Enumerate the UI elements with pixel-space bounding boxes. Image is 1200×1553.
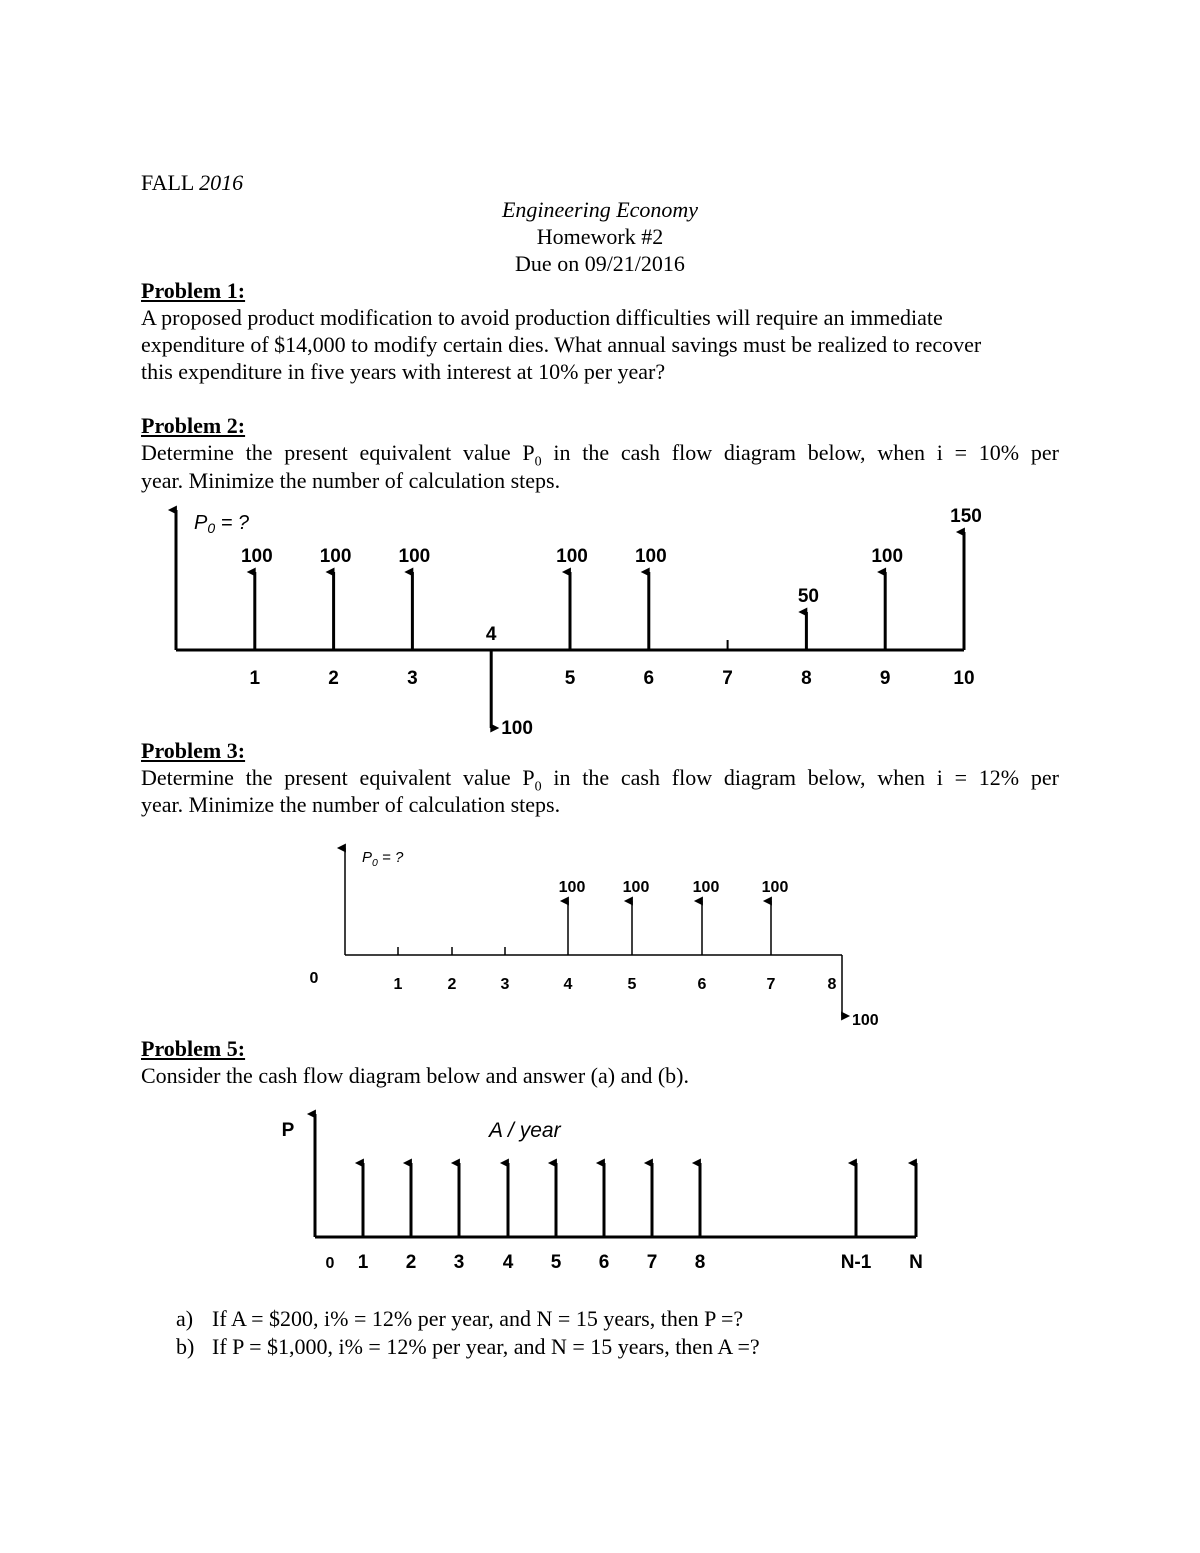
p3-period-2: 2 xyxy=(447,976,457,993)
part-a-text: If A = $200, i% = 12% per year, and N = 15 years, then P =? xyxy=(212,1306,744,1331)
p2-amount-3: 100 xyxy=(398,546,431,567)
p5-origin-label: 0 xyxy=(325,1255,335,1272)
p2-period-7: 7 xyxy=(722,668,733,689)
course-title: Engineering Economy xyxy=(501,197,699,222)
p3-origin-label: 0 xyxy=(309,970,319,987)
p3-amount-5: 100 xyxy=(622,879,650,896)
p3-amount-7: 100 xyxy=(761,879,789,896)
p5-period-N-1: N-1 xyxy=(840,1252,872,1273)
p2-amount-2: 100 xyxy=(319,546,352,567)
problem3-line1-start: Determine the present equivalent value P xyxy=(141,765,535,790)
problem1-line1: A proposed product modification to avoid production difficulties will require an immediate xyxy=(141,305,943,330)
problem1-line3: this expenditure in five years with interest at 10% per year? xyxy=(141,359,666,384)
p2-amount-1: 100 xyxy=(240,546,273,567)
p2-amount-5: 100 xyxy=(556,546,588,567)
p2-p0-label: $P_0$ = ? xyxy=(194,512,250,536)
problem5-heading: Problem 5: xyxy=(141,1036,246,1061)
p5-period-N: N xyxy=(909,1252,923,1273)
p3-amount-6: 100 xyxy=(692,879,720,896)
p2-period-6: 6 xyxy=(643,668,655,689)
p3-period-4: 4 xyxy=(563,976,573,993)
p2-period-2: 2 xyxy=(328,668,339,689)
problem1-line2: expenditure of $14,000 to modify certain dies. What annual savings must be realized to recover xyxy=(141,332,982,357)
problem1-heading: Problem 1: xyxy=(141,278,246,303)
part-b-marker: b) xyxy=(176,1334,195,1359)
p3-period-6: 6 xyxy=(697,976,707,993)
p3-amount-4: 100 xyxy=(558,879,586,896)
p5-period-1: 1 xyxy=(357,1252,369,1273)
p2-period-8: 8 xyxy=(801,668,812,689)
p3-p0-label: $P_0$ = ? xyxy=(362,849,404,869)
p2-period-9: 9 xyxy=(879,668,891,689)
p3-period-5: 5 xyxy=(627,976,637,993)
p2-period-10: 10 xyxy=(953,668,975,689)
p3-period-7: 7 xyxy=(766,976,776,993)
p5-p-label: P xyxy=(281,1120,295,1141)
problem2-line2: year. Minimize the number of calculation steps. xyxy=(141,468,561,493)
due-date: Due on 09/21/2016 xyxy=(515,251,685,276)
problem3-line2: year. Minimize the number of calculation steps. xyxy=(141,792,561,817)
problem2-line1-start: Determine the present equivalent value P xyxy=(141,440,535,465)
problem3-heading: Problem 3: xyxy=(141,738,246,763)
p2-amount-8: 50 xyxy=(797,586,819,607)
problem3-line1-end: in the cash flow diagram below, when i = 12% per xyxy=(541,765,1059,790)
p5-annuity-label: A / year xyxy=(489,1119,561,1142)
p5-period-5: 5 xyxy=(550,1252,562,1273)
assignment-title: Homework #2 xyxy=(536,224,664,249)
p5-period-2: 2 xyxy=(405,1252,417,1273)
p3-amount-8: 100 xyxy=(852,1012,879,1029)
p2-period-4: 4 xyxy=(485,624,497,645)
p2-amount-9: 100 xyxy=(871,546,904,567)
part-b-text: If P = $1,000, i% = 12% per year, and N = 15 years, then A =? xyxy=(212,1334,760,1359)
p5-period-7: 7 xyxy=(646,1252,658,1273)
p5-period-4: 4 xyxy=(502,1252,514,1273)
semester-year: 2016 xyxy=(199,170,244,195)
p2-period-3: 3 xyxy=(407,668,418,689)
problem5-intro: Consider the cash flow diagram below and answer (a) and (b). xyxy=(141,1063,689,1088)
p5-period-3: 3 xyxy=(453,1252,465,1273)
p3-period-3: 3 xyxy=(500,976,510,993)
p2-period-1: 1 xyxy=(249,668,261,689)
p2-amount-4: 100 xyxy=(501,718,533,739)
problem3-p0-subscript: 0 xyxy=(534,779,542,795)
p2-period-5: 5 xyxy=(564,668,576,689)
p3-period-1: 1 xyxy=(393,976,403,993)
p5-period-6: 6 xyxy=(598,1252,610,1273)
p3-period-8: 8 xyxy=(827,976,837,993)
semester-word: FALL xyxy=(141,170,194,195)
problem2-p0-subscript: 0 xyxy=(534,454,542,470)
p2-amount-6: 100 xyxy=(634,546,667,567)
p5-period-8: 8 xyxy=(694,1252,706,1273)
problem2-heading: Problem 2: xyxy=(141,413,246,438)
p2-amount-10: 150 xyxy=(950,506,982,527)
part-a-marker: a) xyxy=(176,1306,194,1331)
problem2-line1-end: in the cash flow diagram below, when i = 10% per xyxy=(541,440,1059,465)
